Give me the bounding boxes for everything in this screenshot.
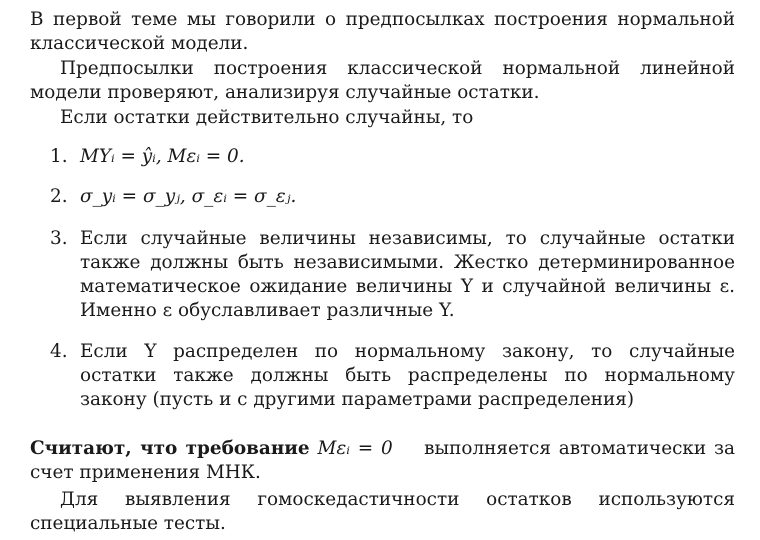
list-text-4: Если Y распределен по нормальному закону, то случайные остатки также должны быть распределены по нормальному закону (пусть и с другими параметрами распределения) [80,341,735,410]
paragraph-check: Предпосылки построения классической нормальной линейной модели проверяют, анализируя случайные остатки. [30,58,735,103]
list-item-2 [50,185,735,209]
paragraph-conclusion [30,437,735,485]
conclusion-rest: выполняется автоматически за счет применения МНК. [30,438,736,483]
list-number: 4. [50,341,68,362]
list-item-3 [50,227,735,323]
formula-1: MYᵢ = ŷᵢ, Mεᵢ = 0. [80,146,245,167]
list-text-3: Если случайные величины независимы, то случайные остатки также должны быть независимыми. Жестко детерминированное математическое ожидание величины Y и случайной величины ε. Именно ε обуславливает различные Y. [80,228,735,321]
paragraph-final: Для выявления гомоскедастичности остатков используются специальные тесты. [30,489,735,534]
conclusion-formula: Mεᵢ = 0 [317,438,393,459]
list-item-4 [50,340,735,412]
formula-2: σ_yᵢ = σ_yⱼ, σ_εᵢ = σ_εⱼ. [80,186,297,207]
list-item-1 [50,145,735,169]
list-number: 2. [50,186,68,207]
paragraph-if-random: Если остатки действительно случайны, то [60,107,474,128]
list-number: 1. [50,146,68,167]
list-number: 3. [50,228,68,249]
conclusion-bold: Считают, что требование [30,438,310,459]
paragraph-intro: В первой теме мы говорили о предпосылках построения нормальной классической модели. [30,9,735,54]
